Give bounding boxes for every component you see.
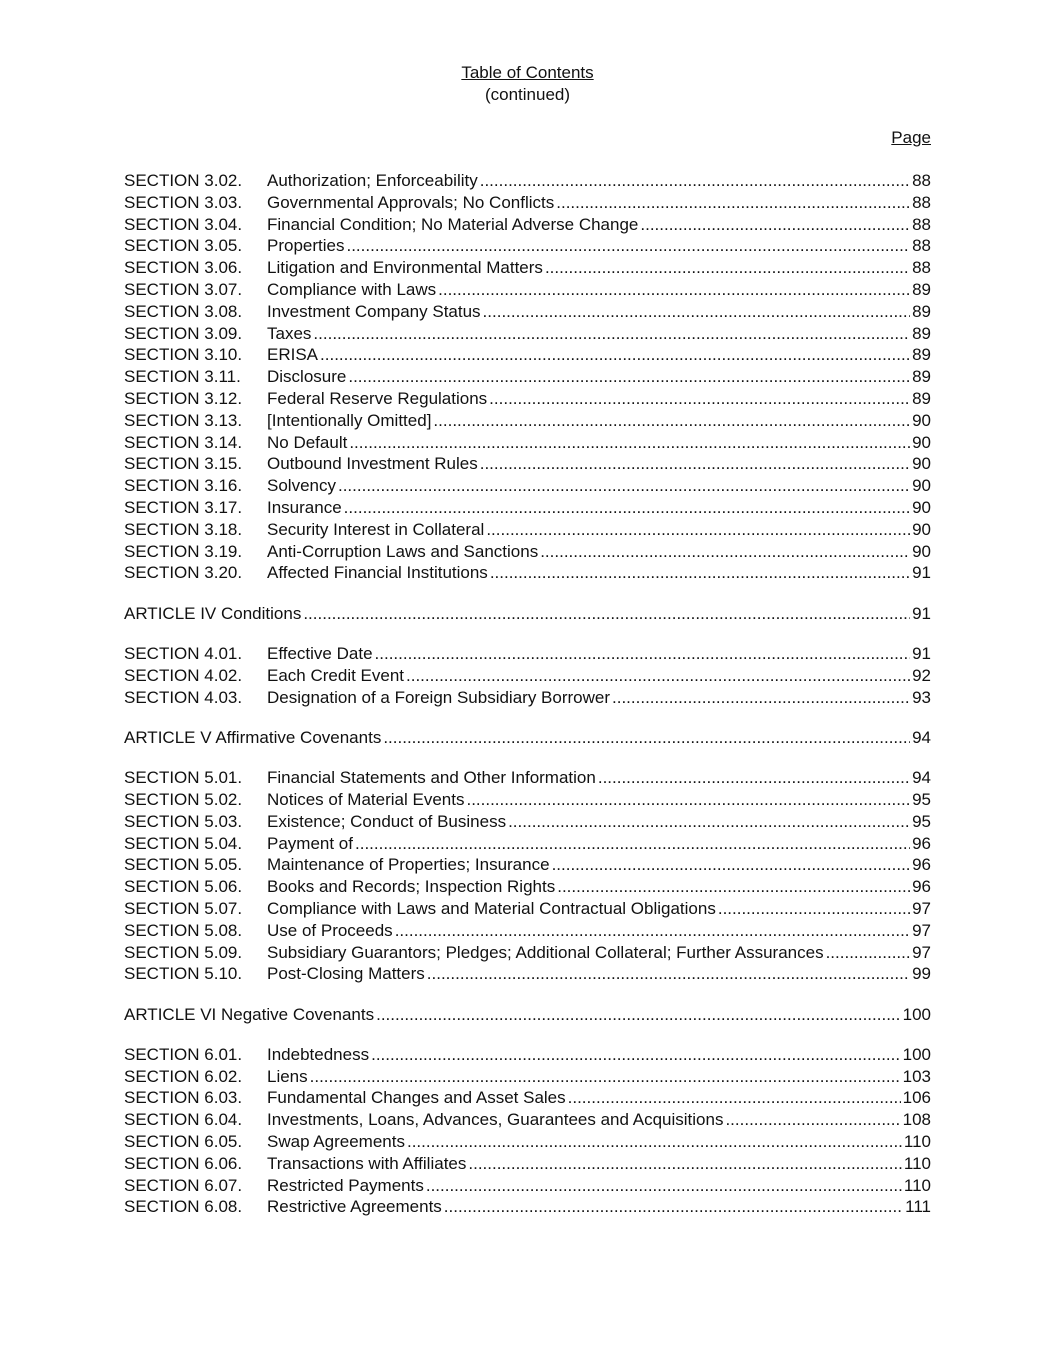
section-title: Payment of xyxy=(267,833,353,853)
dot-leader xyxy=(376,1004,901,1026)
page-number: 88 xyxy=(912,214,931,234)
toc-entry[interactable] xyxy=(124,898,931,920)
section-title: Designation of a Foreign Subsidiary Borrower xyxy=(267,687,611,707)
section-number: SECTION 3.14. xyxy=(124,432,243,452)
toc-entry[interactable] xyxy=(124,811,931,833)
toc-entry[interactable] xyxy=(124,257,931,279)
page-number: 111 xyxy=(905,1197,931,1217)
section-title: Indebtedness xyxy=(267,1044,370,1064)
toc-entry[interactable] xyxy=(124,1044,931,1066)
dot-leader xyxy=(483,301,911,323)
dot-leader xyxy=(433,410,910,432)
page-number: 108 xyxy=(902,1110,931,1130)
dot-leader xyxy=(395,920,910,942)
section-title: Post-Closing Matters xyxy=(267,964,425,984)
section-number: SECTION 3.20. xyxy=(124,563,243,583)
dot-leader xyxy=(466,789,910,811)
page-number: 110 xyxy=(903,1153,931,1173)
section-number: SECTION 3.13. xyxy=(124,410,243,430)
toc-article[interactable] xyxy=(124,1004,931,1026)
page-number: 89 xyxy=(912,323,931,343)
section-number: SECTION 3.16. xyxy=(124,476,243,496)
dot-leader xyxy=(490,562,910,584)
dot-leader xyxy=(640,214,910,236)
toc-entry[interactable] xyxy=(124,854,931,876)
section-number: SECTION 4.03. xyxy=(124,687,243,707)
page-number: 94 xyxy=(912,727,931,747)
section-title: Financial Condition; No Material Adverse Change xyxy=(267,214,639,234)
dot-leader xyxy=(438,279,910,301)
section-title: Litigation and Environmental Matters xyxy=(267,258,543,278)
dot-leader xyxy=(444,1196,903,1218)
toc-entry[interactable] xyxy=(124,497,931,519)
section-title: Insurance xyxy=(267,497,342,517)
section-title: Affected Financial Institutions xyxy=(267,563,488,583)
page-number: 89 xyxy=(912,279,931,299)
page-number: 89 xyxy=(912,345,931,365)
toc-entry[interactable] xyxy=(124,475,931,497)
section-title: Books and Records; Inspection Rights xyxy=(267,877,556,897)
toc-title: Table of Contents xyxy=(461,63,594,82)
toc-entry[interactable] xyxy=(124,942,931,964)
section-number: SECTION 3.04. xyxy=(124,214,243,234)
toc-entry[interactable] xyxy=(124,789,931,811)
section-title: Properties xyxy=(267,236,345,256)
section-number: SECTION 3.09. xyxy=(124,323,243,343)
toc-entry[interactable] xyxy=(124,279,931,301)
spacer xyxy=(124,985,931,1004)
spacer xyxy=(124,624,931,643)
page-number: 96 xyxy=(912,877,931,897)
dot-leader xyxy=(486,519,910,541)
page-number: 90 xyxy=(912,432,931,452)
section-title: Notices of Material Events xyxy=(267,789,465,809)
dot-leader xyxy=(407,1131,902,1153)
page-number: 97 xyxy=(912,920,931,940)
toc-entry[interactable] xyxy=(124,562,931,584)
toc-entry[interactable] xyxy=(124,541,931,563)
section-title: Each Credit Event xyxy=(267,665,405,685)
section-title: Outbound Investment Rules xyxy=(267,454,478,474)
section-title: Restrictive Agreements xyxy=(267,1197,442,1217)
section-number: SECTION 3.10. xyxy=(124,345,243,365)
dot-leader xyxy=(612,687,910,709)
toc-entry[interactable] xyxy=(124,1153,931,1175)
dot-leader xyxy=(344,497,910,519)
toc-entry[interactable] xyxy=(124,1109,931,1131)
section-number: SECTION 5.01. xyxy=(124,768,243,788)
article-title: ARTICLE IV Conditions xyxy=(124,603,302,623)
page-number: 95 xyxy=(912,789,931,809)
section-number: SECTION 6.08. xyxy=(124,1197,243,1217)
section-number: SECTION 5.10. xyxy=(124,964,243,984)
page-number: 90 xyxy=(912,497,931,517)
section-number: SECTION 6.01. xyxy=(124,1044,243,1064)
dot-leader xyxy=(303,603,910,625)
page-number: 103 xyxy=(902,1066,931,1086)
toc-entry[interactable] xyxy=(124,344,931,366)
dot-leader xyxy=(348,366,910,388)
section-title: Disclosure xyxy=(267,367,347,387)
spacer xyxy=(124,584,931,603)
dot-leader xyxy=(375,643,911,665)
section-number: SECTION 6.06. xyxy=(124,1153,243,1173)
toc-entry[interactable] xyxy=(124,214,931,236)
section-title: Financial Statements and Other Information xyxy=(267,768,596,788)
section-number: SECTION 5.05. xyxy=(124,855,243,875)
dot-leader xyxy=(310,1066,901,1088)
page-number: 90 xyxy=(912,410,931,430)
section-number: SECTION 6.07. xyxy=(124,1175,243,1195)
section-number: SECTION 4.02. xyxy=(124,665,243,685)
section-title: Subsidiary Guarantors; Pledges; Additional Collateral; Further Assurances xyxy=(267,942,824,962)
dot-leader xyxy=(468,1153,902,1175)
section-number: SECTION 6.03. xyxy=(124,1088,243,1108)
spacer xyxy=(124,708,931,727)
toc-entry[interactable] xyxy=(124,876,931,898)
section-title: Federal Reserve Regulations xyxy=(267,388,488,408)
dot-leader xyxy=(556,192,910,214)
toc-entry[interactable] xyxy=(124,1066,931,1088)
toc-entry[interactable] xyxy=(124,1087,931,1109)
section-title: Transactions with Affiliates xyxy=(267,1153,467,1173)
article-title: ARTICLE VI Negative Covenants xyxy=(124,1004,375,1024)
page-number: 90 xyxy=(912,476,931,496)
page-number: 97 xyxy=(912,942,931,962)
dot-leader xyxy=(598,767,910,789)
toc-entry[interactable] xyxy=(124,767,931,789)
toc-subtitle: (continued) xyxy=(484,85,571,104)
section-title: Investment Company Status xyxy=(267,301,481,321)
toc-entry[interactable] xyxy=(124,519,931,541)
section-number: SECTION 5.04. xyxy=(124,833,243,853)
section-title: ERISA xyxy=(267,345,319,365)
page-number: 110 xyxy=(903,1175,931,1195)
dot-leader xyxy=(725,1109,900,1131)
section-number: SECTION 3.02. xyxy=(124,171,243,190)
page-number: 89 xyxy=(912,388,931,408)
section-title: Solvency xyxy=(267,476,336,496)
dot-leader xyxy=(346,235,910,257)
section-number: SECTION 6.05. xyxy=(124,1132,243,1152)
section-title: Fundamental Changes and Asset Sales xyxy=(267,1088,566,1108)
section-number: SECTION 5.03. xyxy=(124,811,243,831)
toc-entry[interactable] xyxy=(124,301,931,323)
page-number: 94 xyxy=(912,768,931,788)
section-title: Restricted Payments xyxy=(267,1175,424,1195)
section-number: SECTION 3.19. xyxy=(124,541,243,561)
page-number: 90 xyxy=(912,541,931,561)
dot-leader xyxy=(552,854,911,876)
dot-leader xyxy=(338,475,910,497)
dot-leader xyxy=(313,323,910,345)
page-number: 88 xyxy=(912,171,931,190)
toc-entry[interactable] xyxy=(124,192,931,214)
page-number: 100 xyxy=(902,1004,931,1024)
page-number: 91 xyxy=(912,603,931,623)
section-number: SECTION 3.17. xyxy=(124,497,243,517)
dot-leader xyxy=(349,432,910,454)
section-number: SECTION 3.07. xyxy=(124,279,243,299)
section-number: SECTION 3.03. xyxy=(124,192,243,212)
toc-entry[interactable] xyxy=(124,453,931,475)
toc-entry[interactable] xyxy=(124,833,931,855)
section-title: Authorization; Enforceability xyxy=(267,171,478,190)
spacer xyxy=(124,749,931,768)
dot-leader xyxy=(371,1044,901,1066)
page-number: 90 xyxy=(912,454,931,474)
section-title: Governmental Approvals; No Conflicts xyxy=(267,192,555,212)
section-title: Liens xyxy=(267,1066,308,1086)
toc-entry[interactable] xyxy=(124,432,931,454)
section-number: SECTION 4.01. xyxy=(124,643,243,663)
dot-leader xyxy=(557,876,910,898)
section-number: SECTION 6.04. xyxy=(124,1110,243,1130)
page-number: 97 xyxy=(912,898,931,918)
section-number: SECTION 5.09. xyxy=(124,942,243,962)
section-number: SECTION 5.08. xyxy=(124,920,243,940)
dot-leader xyxy=(489,388,910,410)
section-number: SECTION 5.06. xyxy=(124,877,243,897)
toc-entry[interactable] xyxy=(124,963,931,985)
page-number: 96 xyxy=(912,855,931,875)
section-title: Effective Date xyxy=(267,643,373,663)
section-title: No Default xyxy=(267,432,348,452)
article-title: ARTICLE V Affirmative Covenants xyxy=(124,727,382,747)
dot-leader xyxy=(426,1175,902,1197)
dot-leader xyxy=(540,541,910,563)
spacer xyxy=(124,1025,931,1044)
toc-header xyxy=(0,62,1055,106)
dot-leader xyxy=(427,963,910,985)
toc-list xyxy=(124,170,931,1218)
section-number: SECTION 6.02. xyxy=(124,1066,243,1086)
toc-entry[interactable] xyxy=(124,1131,931,1153)
toc-entry[interactable] xyxy=(124,323,931,345)
dot-leader xyxy=(568,1087,901,1109)
section-title: Maintenance of Properties; Insurance xyxy=(267,855,550,875)
toc-entry[interactable] xyxy=(124,235,931,257)
page-number: 92 xyxy=(912,665,931,685)
dot-leader xyxy=(718,898,910,920)
section-number: SECTION 3.15. xyxy=(124,454,243,474)
toc-entry[interactable] xyxy=(124,665,931,687)
page-number: 89 xyxy=(912,301,931,321)
page-number: 91 xyxy=(912,643,931,663)
page-number: 88 xyxy=(912,258,931,278)
toc-entry[interactable] xyxy=(124,687,931,709)
section-title: Swap Agreements xyxy=(267,1132,405,1152)
section-number: SECTION 3.11. xyxy=(124,367,241,387)
page-number: 96 xyxy=(912,833,931,853)
toc-entry[interactable] xyxy=(124,388,931,410)
toc-entry[interactable] xyxy=(124,170,931,192)
section-number: SECTION 3.12. xyxy=(124,388,243,408)
dot-leader xyxy=(480,170,910,192)
page-number: 99 xyxy=(912,964,931,984)
section-number: SECTION 3.18. xyxy=(124,519,243,539)
dot-leader xyxy=(355,833,910,855)
page-column-label: Page xyxy=(891,128,931,147)
toc-article[interactable] xyxy=(124,727,931,749)
section-number: SECTION 5.07. xyxy=(124,898,243,918)
section-title: Taxes xyxy=(267,323,312,343)
page-number: 91 xyxy=(912,563,931,583)
page-number: 89 xyxy=(912,367,931,387)
section-title: Use of Proceeds xyxy=(267,920,393,940)
section-title: Compliance with Laws and Material Contractual Obligations xyxy=(267,898,716,918)
dot-leader xyxy=(826,942,911,964)
section-title: Compliance with Laws xyxy=(267,279,437,299)
toc-entry[interactable] xyxy=(124,1196,931,1218)
toc-entry[interactable] xyxy=(124,643,931,665)
toc-entry[interactable] xyxy=(124,410,931,432)
dot-leader xyxy=(406,665,910,687)
dot-leader xyxy=(480,453,910,475)
toc-article[interactable] xyxy=(124,603,931,625)
dot-leader xyxy=(508,811,910,833)
toc-entry[interactable] xyxy=(124,920,931,942)
page-number: 88 xyxy=(912,192,931,212)
page-number: 90 xyxy=(912,519,931,539)
toc-entry[interactable] xyxy=(124,1175,931,1197)
section-number: SECTION 3.08. xyxy=(124,301,243,321)
dot-leader xyxy=(320,344,910,366)
page-number: 100 xyxy=(902,1044,931,1064)
page-number: 110 xyxy=(903,1132,931,1152)
page-number: 88 xyxy=(912,236,931,256)
toc-entry[interactable] xyxy=(124,366,931,388)
section-number: SECTION 3.06. xyxy=(124,258,243,278)
section-title: [Intentionally Omitted] xyxy=(267,410,432,430)
page-number: 93 xyxy=(912,687,931,707)
section-title: Anti-Corruption Laws and Sanctions xyxy=(267,541,539,561)
page-number: 106 xyxy=(902,1088,931,1108)
section-title: Security Interest in Collateral xyxy=(267,519,485,539)
section-title: Investments, Loans, Advances, Guarantees and Acquisitions xyxy=(267,1110,724,1130)
dot-leader xyxy=(383,727,910,749)
section-number: SECTION 3.05. xyxy=(124,236,243,256)
section-number: SECTION 5.02. xyxy=(124,789,243,809)
section-title: Existence; Conduct of Business xyxy=(267,811,507,831)
dot-leader xyxy=(545,257,910,279)
page-number: 95 xyxy=(912,811,931,831)
